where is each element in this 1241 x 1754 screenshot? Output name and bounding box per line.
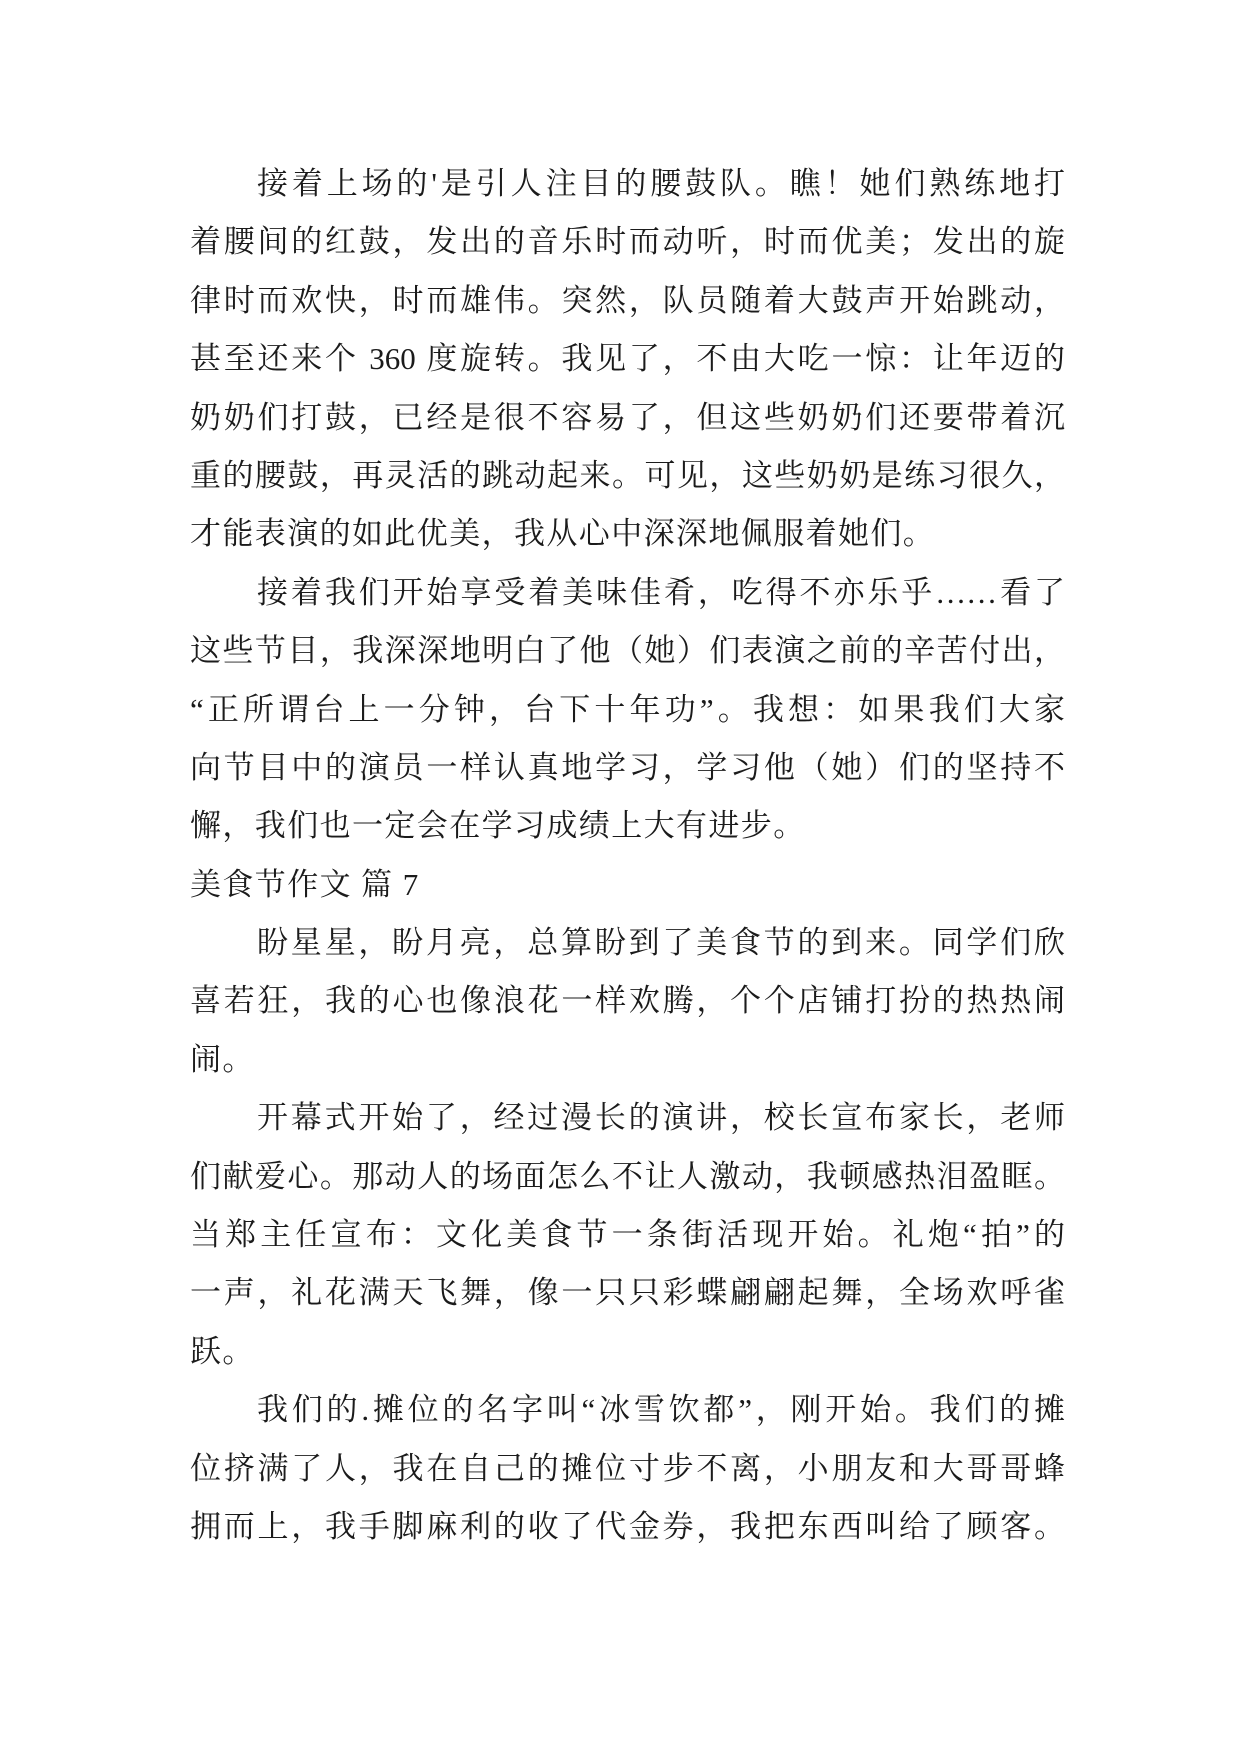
paragraph	[190, 1089, 1070, 1381]
paragraph-line: 甚至还来个 360 度旋转。我见了，不由大吃一惊：让年迈的	[190, 341, 1065, 377]
essay-title: 美食节作文 篇 7	[190, 866, 420, 902]
paragraph-line: 拥而上，我手脚麻利的收了代金券，我把东西叫给了顾客。	[190, 1508, 1065, 1544]
paragraph-line: 律时而欢快，时而雄伟。突然，队员随着大鼓声开始跳动，	[190, 282, 1065, 318]
paragraph-line: 当郑主任宣布：文化美食节一条街活现开始。礼炮“拍”的	[190, 1217, 1065, 1253]
paragraph-line: 着腰间的红鼓，发出的音乐时而动听，时而优美；发出的旋	[190, 224, 1065, 260]
paragraph-line: 我们的.摊位的名字叫“冰雪饮都”，刚开始。我们的摊	[257, 1392, 1065, 1428]
paragraph-line: 接着我们开始享受着美味佳肴，吃得不亦乐乎……看了	[257, 574, 1065, 610]
paragraph-line: 重的腰鼓，再灵活的跳动起来。可见，这些奶奶是练习很久，	[190, 457, 1065, 493]
paragraph-line: 盼星星，盼月亮，总算盼到了美食节的到来。同学们欣	[257, 925, 1065, 961]
paragraph-line: “正所谓台上一分钟，台下十年功”。我想：如果我们大家	[190, 691, 1065, 727]
paragraph-line: 懈，我们也一定会在学习成绩上大有进步。	[190, 808, 806, 844]
paragraph-line: 才能表演的如此优美，我从心中深深地佩服着她们。	[190, 516, 936, 552]
paragraph-line: 喜若狂，我的心也像浪花一样欢腾，个个店铺打扮的热热闹	[190, 983, 1065, 1019]
paragraph-line: 这些节目，我深深地明白了他（她）们表演之前的辛苦付出，	[190, 633, 1065, 669]
paragraph	[190, 564, 1070, 856]
paragraph-line: 闹。	[190, 1041, 255, 1077]
paragraph-line: 一声，礼花满天飞舞，像一只只彩蝶翩翩起舞，全场欢呼雀	[190, 1275, 1065, 1311]
paragraph-line: 开幕式开始了，经过漫长的演讲，校长宣布家长，老师	[257, 1100, 1065, 1136]
paragraph-line: 奶奶们打鼓，已经是很不容易了，但这些奶奶们还要带着沉	[190, 399, 1065, 435]
paragraph-line: 位挤满了人，我在自己的摊位寸步不离，小朋友和大哥哥蜂	[190, 1450, 1065, 1486]
paragraph	[190, 914, 1070, 1089]
paragraph-line: 们献爱心。那动人的场面怎么不让人激动，我顿感热泪盈眶。	[190, 1158, 1065, 1194]
paragraph-line: 跃。	[190, 1333, 255, 1369]
page-body	[190, 155, 1070, 1556]
paragraph-line: 接着上场的'是引人注目的腰鼓队。瞧！她们熟练地打	[257, 166, 1065, 201]
paragraph	[190, 1381, 1070, 1556]
paragraph-line: 向节目中的演员一样认真地学习，学习他（她）们的坚持不	[190, 749, 1065, 785]
paragraph	[190, 155, 1070, 564]
